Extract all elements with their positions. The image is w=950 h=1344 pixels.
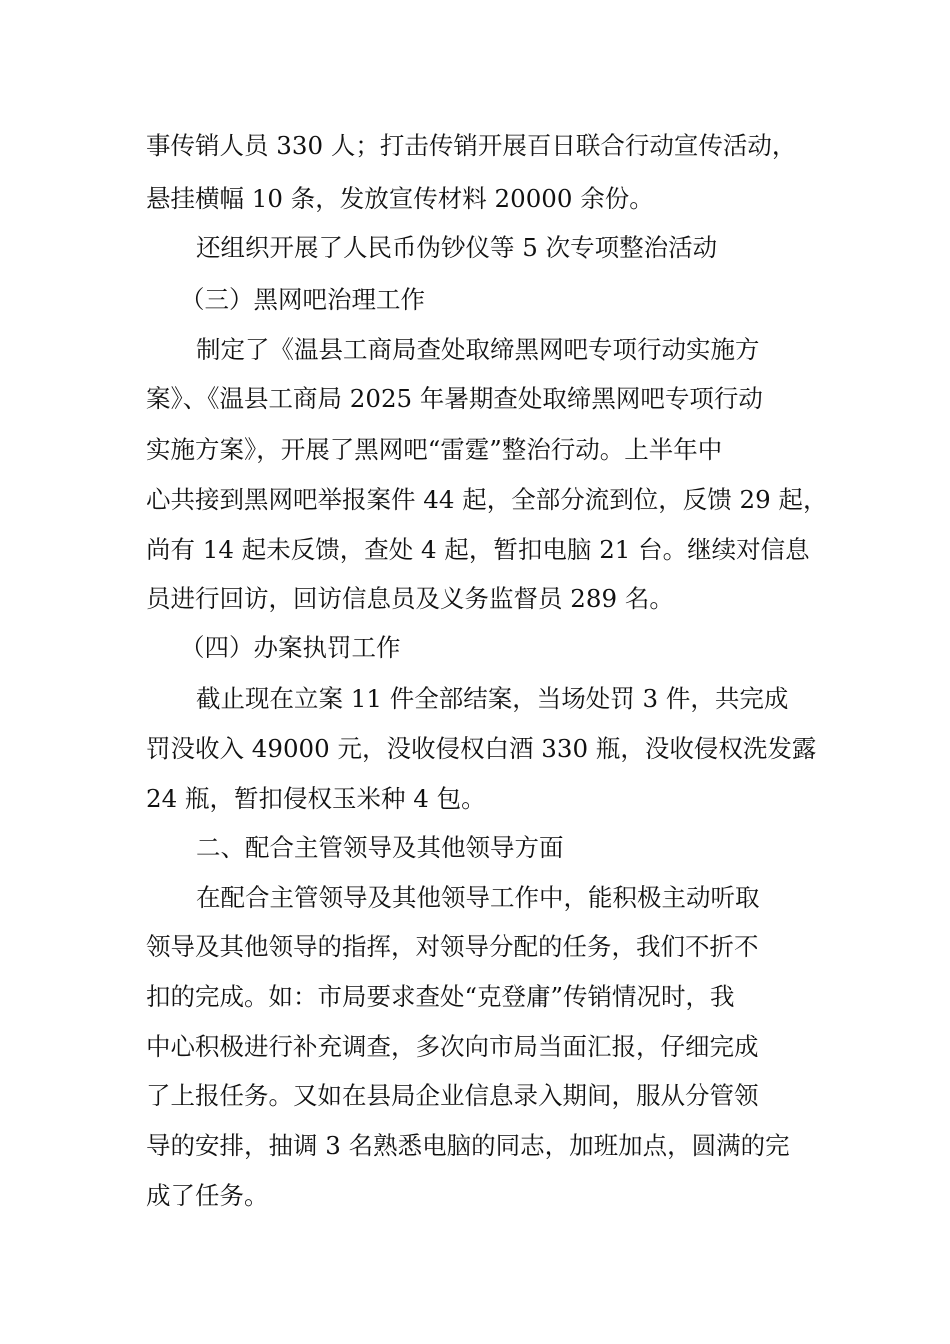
paragraph-line: 实施方案》，开展了黑网吧“雷霆”整治行动。上半年中 <box>146 435 723 464</box>
paragraph-line: 截止现在立案 11 件全部结案，当场处罚 3 件，共完成 <box>196 684 789 713</box>
paragraph-line: 尚有 14 起未反馈，查处 4 起，暂扣电脑 21 台。继续对信息 <box>146 535 810 564</box>
paragraph-line: 中心积极进行补充调查，多次向市局当面汇报，仔细完成 <box>146 1032 759 1061</box>
paragraph-line: 了上报任务。又如在县局企业信息录入期间，服从分管领 <box>146 1081 759 1110</box>
paragraph-line: 在配合主管领导及其他领导工作中，能积极主动听取 <box>196 883 760 912</box>
paragraph-line: 24 瓶，暂扣侵权玉米种 4 包。 <box>146 784 486 813</box>
section-heading: 二、配合主管领导及其他领导方面 <box>196 833 564 862</box>
paragraph-line: 案》、《温县工商局 2025 年暑期查处取缔黑网吧专项行动 <box>146 384 763 413</box>
paragraph-line: 悬挂横幅 10 条，发放宣传材料 20000 余份。 <box>146 184 654 213</box>
paragraph-line: 心共接到黑网吧举报案件 44 起，全部分流到位，反馈 29 起， <box>146 485 828 514</box>
paragraph-line: 制定了《温县工商局查处取缔黑网吧专项行动实施方 <box>196 335 760 364</box>
paragraph-line: 导的安排，抽调 3 名熟悉电脑的同志，加班加点，圆满的完 <box>146 1131 790 1160</box>
paragraph-line: 还组织开展了人民币伪钞仪等 5 次专项整治活动 <box>196 233 718 262</box>
paragraph-line: 扣的完成。如：市局要求查处“克登庸”传销情况时，我 <box>146 982 735 1011</box>
paragraph-line: 员进行回访，回访信息员及义务监督员 289 名。 <box>146 584 674 613</box>
section-heading: （四）办案执罚工作 <box>180 633 401 662</box>
paragraph-line: 事传销人员 330 人；打击传销开展百日联合行动宣传活动， <box>146 131 797 160</box>
paragraph-line: 罚没收入 49000 元，没收侵权白酒 330 瓶，没收侵权洗发露 <box>146 734 817 763</box>
paragraph-line: 成了任务。 <box>146 1181 269 1210</box>
paragraph-line: 领导及其他领导的指挥，对领导分配的任务，我们不折不 <box>146 932 759 961</box>
section-heading: （三）黑网吧治理工作 <box>180 285 425 314</box>
